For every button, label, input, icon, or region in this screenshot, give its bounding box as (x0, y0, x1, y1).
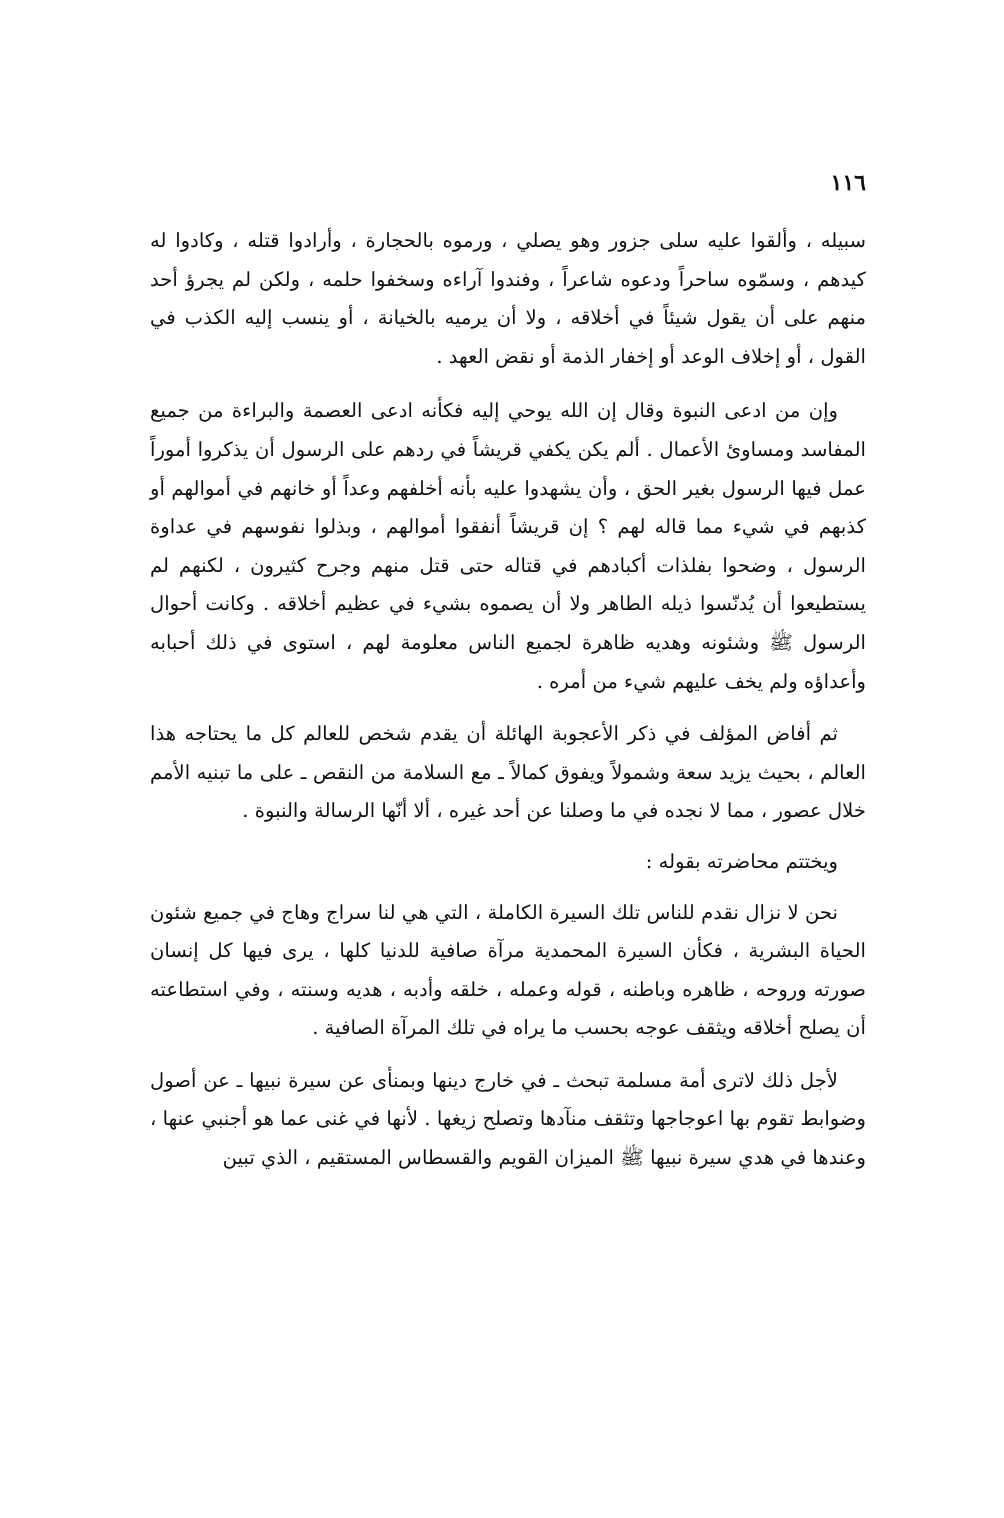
paragraph: ثم أفاض المؤلف في ذكر الأعجوبة الهائلة أن يقدم شخص للعالم كل ما يحتاجه هذا العالم ، بحيث يزيد سعة وشمولاً ويفوق كمالاً ـ مع السلامة من النقص ـ على ما تبنيه الأمم خلال عصور ، مما لا نجده في ما وصلنا عن أحد غيره ، ألا أنّها الرسالة والنبوة . (150, 722, 866, 823)
page-number: ١١٦ (830, 170, 866, 196)
body-text (150, 222, 866, 1178)
paragraph: ويختتم محاضرته بقوله : (645, 849, 838, 873)
quoted-paragraph: نحن لا نزال نقدم للناس تلك السيرة الكاملة ، التي هي لنا سراج وهاج في جميع شئون الحياة البشرية ، فكأن السيرة المحمدية مرآة صافية للدنيا كلها ، يرى فيها كل إنسان صورته وروحه ، ظاهره وباطنه ، قوله وعمله ، خلقه وأدبه ، هديه وسنته ، وفي استطاعته أن يصلح أخلاقه ويثقف عوجه بحسب ما يراه في تلك المرآة الصافية . (150, 900, 866, 1040)
paragraph: سبيله ، وألقوا عليه سلى جزور وهو يصلي ، ورموه بالحجارة ، وأرادوا قتله ، وكادوا له كيدهم ، وسمّوه ساحراً ودعوه شاعراً ، وفندوا آراءه وسخفوا حلمه ، ولكن لم يجرؤ أحد منهم على أن يقول شيئاً في أخلاقه ، ولا أن يرميه بالخيانة ، أو ينسب إليه الكذب في القول ، أو إخلاف الوعد أو إخفار الذمة أو نقض العهد . (150, 229, 866, 368)
paragraph: لأجل ذلك لاترى أمة مسلمة تبحث ـ في خارج دينها وبمنأى عن سيرة نبيها ـ عن أصول وضوابط تقوم بها اعوجاجها وتثقف منآدها وتصلح زيغها . لأنها في غنى عما هو أجنبي عنها ، وعندها في هدي سيرة نبيها ﷺ الميزان القويم والقسطاس المستقيم ، الذي تبين (150, 1068, 866, 1170)
paragraph: وإن من ادعى النبوة وقال إن الله يوحي إليه فكأنه ادعى العصمة والبراءة من جميع المفاسد ومساوئ الأعمال . ألم يكن يكفي قريشاً في ردهم على الرسول أن يذكروا أموراً عمل فيها الرسول بغير الحق ، وأن يشهدوا عليه بأنه أخلفهم وعداً أو خانهم في أموالهم أو كذبهم في شيء مما قاله لهم ؟ إن قريشاً أنفقوا أموالهم ، وبذلوا نفوسهم في عداوة الرسول ، وضحوا بفلذات أكبادهم في قتاله حتى قتل منهم وجرح كثيرون ، لكنهم لم يستطيعوا أن يُدنّسوا ذيله الطاهر ولا أن يصموه بشيء في عظيم أخلاقه . وكانت أحوال الرسول ﷺ وشئونه وهديه ظاهرة لجميع الناس معلومة لهم ، استوى في ذلك أحبابه وأعداؤه ولم يخف عليهم شيء من أمره . (150, 399, 866, 693)
